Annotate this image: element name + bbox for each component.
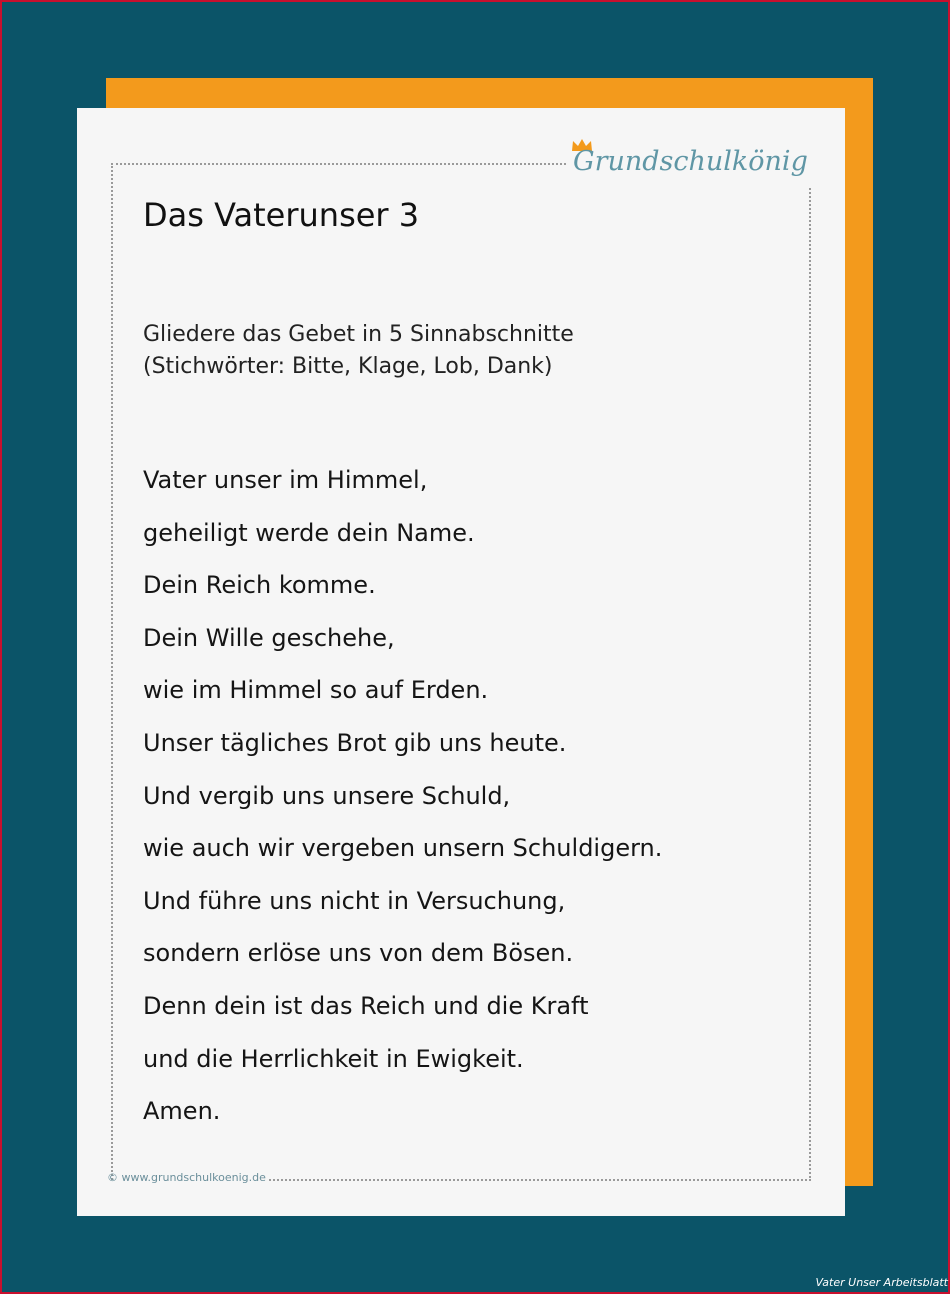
prayer-line: Unser tägliches Brot gib uns heute. xyxy=(143,728,567,757)
prayer-line: wie im Himmel so auf Erden. xyxy=(143,676,489,705)
prayer-line: wie auch wir vergeben unsern Schuldigern. xyxy=(143,834,663,863)
prayer-line: Vater unser im Himmel, xyxy=(143,466,428,494)
prayer-line: Amen. xyxy=(143,1097,221,1126)
instructions xyxy=(143,319,574,383)
dotted-border-left xyxy=(111,163,113,1180)
brand-name: Grundschulkönig xyxy=(573,146,808,177)
worksheet-title: Das Vaterunser 3 xyxy=(143,196,420,234)
instruction-line: Gliedere das Gebet in 5 Sinnabschnitte xyxy=(143,322,574,347)
footer-website-link[interactable]: © www.grundschulkoenig.de xyxy=(107,1171,266,1184)
prayer-line: Dein Wille geschehe, xyxy=(143,623,395,652)
dotted-border-bottom xyxy=(269,1179,811,1181)
prayer-line: und die Herrlichkeit in Ewigkeit. xyxy=(143,1044,524,1073)
prayer-line: Denn dein ist das Reich und die Kraft xyxy=(143,991,589,1020)
prayer-line: Dein Reich komme. xyxy=(143,571,376,600)
dotted-border-right xyxy=(809,188,811,1178)
prayer-text xyxy=(143,454,662,1138)
brand-logo xyxy=(571,138,821,186)
prayer-line: Und vergib uns unsere Schuld, xyxy=(143,781,511,810)
dotted-border-top xyxy=(111,163,566,165)
prayer-line: Und führe uns nicht in Versuchung, xyxy=(143,886,566,915)
worksheet-sheet xyxy=(77,108,845,1216)
prayer-line: geheiligt werde dein Name. xyxy=(143,518,475,547)
image-caption: Vater Unser Arbeitsblatt xyxy=(815,1276,948,1289)
instruction-line: (Stichwörter: Bitte, Klage, Lob, Dank) xyxy=(143,354,553,379)
prayer-line: sondern erlöse uns von dem Bösen. xyxy=(143,939,574,968)
